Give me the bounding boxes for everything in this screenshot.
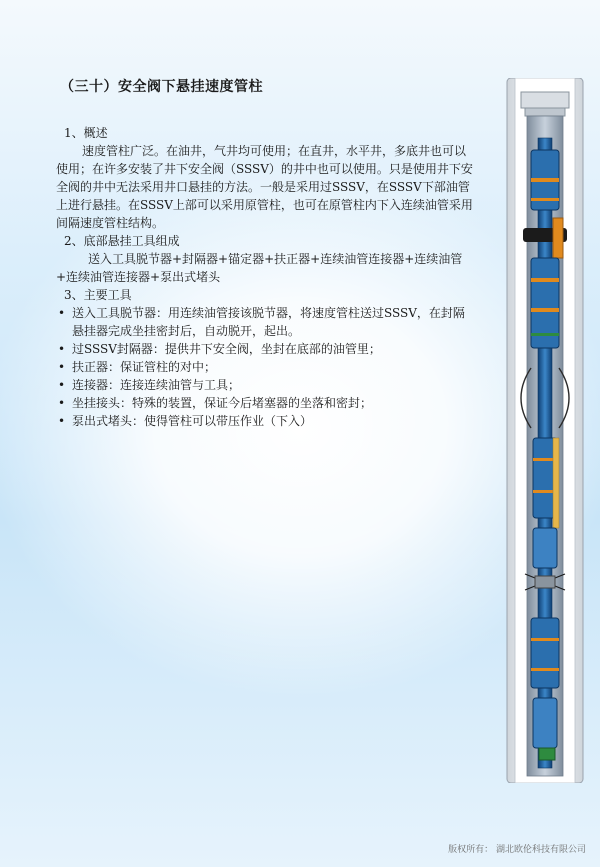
document-body (56, 124, 476, 430)
tools-list-item: • 过SSSV封隔器：提供井下安全阀，坐封在底部的油管里； (56, 340, 476, 358)
tools-list-item: • 泵出式堵头：使得管柱可以带压作业（下入） (56, 412, 476, 430)
tools-heading: 3、主要工具 (64, 288, 132, 302)
tool-band (531, 308, 559, 312)
pump-out-plug (539, 748, 555, 760)
tool-band (531, 198, 559, 201)
tool-body (533, 528, 557, 568)
anchor-body (535, 576, 555, 588)
tool-body (533, 698, 557, 748)
well-schematic-diagram (505, 78, 585, 783)
page-title: （三十）安全阀下悬挂速度管柱 (60, 79, 263, 95)
tool-band (531, 178, 559, 182)
tools-list-item: • 送入工具脱节器：用连续油管接该脱节器，将速度管柱送过SSSV，在封隔悬挂器完成坐挂密封后，自动脱开，起出。 (56, 304, 476, 340)
composition-heading: 2、底部悬挂工具组成 (64, 234, 180, 248)
tool-side (553, 438, 559, 528)
overview-paragraph: 速度管柱广泛。在油井，气井均可使用；在直井，水平井，多底井也可以使用；在许多安装了井下安全阀（SSSV）的井中也可以使用。只是使用井下安全阀的井中无法采用井口悬挂的方法。一般是采用过SSSV，在SSSV下部油管上进行悬挂。在SSSV上部可以采用原管柱，也可在原管柱内下入连续油管采用间隔速度管柱结构。 (56, 144, 473, 230)
tool-body (531, 618, 559, 688)
collar (521, 92, 569, 108)
tool-band (531, 333, 559, 336)
tools-list (56, 304, 476, 430)
copyright-footer: 版权所有： 湖北欧伦科技有限公司 (448, 845, 586, 855)
tool-band (531, 278, 559, 282)
tools-list-item: • 坐挂接头：特殊的装置，保证今后堵塞器的坐落和密封； (56, 394, 476, 412)
composition-paragraph: 送入工具脱节器+封隔器+锚定器+扶正器+连续油管连接器+连续油管+连续油管连接器+泵出式堵头 (56, 252, 463, 284)
tools-list-item: • 扶正器：保证管柱的对中； (56, 358, 476, 376)
tool-band (531, 668, 559, 671)
tools-list-item: • 连接器：连接连续油管与工具； (56, 376, 476, 394)
collar (525, 108, 565, 116)
packer-slip (553, 218, 563, 258)
overview-heading: 1、概述 (64, 126, 108, 140)
tool-band (531, 638, 559, 641)
